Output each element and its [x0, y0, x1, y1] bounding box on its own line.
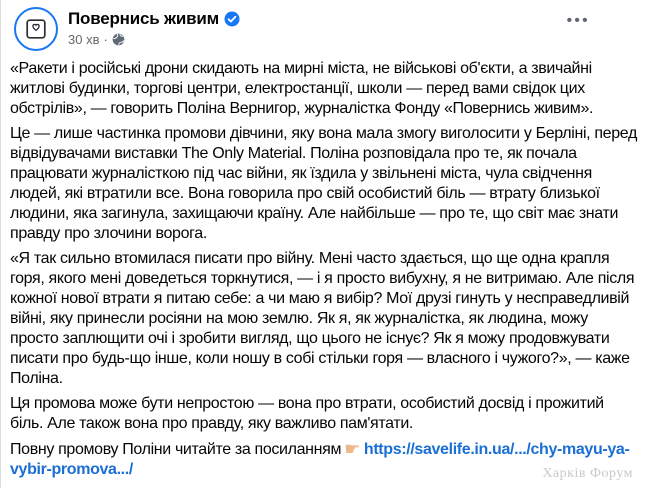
- avatar[interactable]: [14, 7, 58, 51]
- post-text-line: житлові будинки, торгові центри, електростанції, школи — перед вами свідок цих: [10, 80, 585, 97]
- more-options-button[interactable]: •••: [566, 12, 590, 29]
- post-text-line: біль. Але також вона про правду, яку важливо пам'ятати.: [10, 415, 414, 432]
- post-text-line: правду про злочини ворога.: [10, 225, 207, 242]
- meta-dot-separator: ·: [103, 32, 108, 47]
- name-row: [68, 8, 240, 29]
- cta-text: Повну промову Поліни читайте за посиланням: [10, 441, 342, 458]
- post-text-line: працювати журналісткою під час війни, як їздила у звільнені міста, чула свідчення: [10, 165, 592, 182]
- post-text-line: Це — лише частинка промови дівчини, яку вона мала змогу виголосити у Берліні, перед: [10, 125, 637, 142]
- post-body-text: [1, 56, 649, 480]
- post-text-line: «Ракети і російські дрони скидають на мирні міста, не військові об'єкти, а звичайні: [10, 60, 592, 77]
- post-paragraph: [10, 394, 641, 434]
- post-paragraph: [10, 59, 641, 119]
- post-text-line: просто заплющити очі і зробити вигляд, що цього не існує? Як я можу продовжувати: [10, 330, 610, 347]
- post-text-line: кожної нової втрати я питаю себе: а чи маю я вибір? Мої друзі гинуть у несправедливій: [10, 290, 630, 307]
- post-header: [1, 0, 649, 56]
- post-link-line: https://savelife.in.ua/.../chy-mayu-ya-: [363, 441, 630, 458]
- watermark: Харків Форум: [542, 466, 633, 481]
- shield-logo-icon: [24, 17, 48, 41]
- post-text-line: відвідувачами виставки The Only Material. Поліна розповідала про те, як почала: [10, 145, 577, 162]
- timestamp[interactable]: 30 хв: [68, 32, 100, 47]
- post-text-line: горя, якого мені доведеться торкнутися, — і я просто вибухну, я не витримаю. Але після: [10, 270, 635, 287]
- post-text-line: обстрілів», — говорить Поліна Вернигор, журналістка Фонду «Повернись живим».: [10, 100, 594, 117]
- post-text-line: війні, яку принесли росіяни на мою землю. Як я, як журналістка, як людина, можу: [10, 310, 588, 327]
- post-text-line: Ця промова може бути непростою — вона про втрати, особистий досвід і прожитий: [10, 395, 604, 412]
- header-text: [68, 7, 240, 48]
- post-text-line: Поліна.: [10, 370, 63, 387]
- post-text-line: людей, які втратили все. Вона говорила про свій особистий біль — втрату близької: [10, 185, 600, 202]
- pointing-finger-emoji: ☛: [344, 439, 360, 459]
- post-meta: [68, 31, 240, 48]
- page-name-link[interactable]: Повернись живим: [68, 9, 219, 28]
- post-text-line: «Я так сильно втомилася писати про війну. Мені часто здається, що ще одна крапля: [10, 250, 610, 267]
- verified-badge-icon: [224, 11, 240, 27]
- post-text-line: людини, яка загинула, захищаючи країну. Але найбільше — про те, що світ має знати: [10, 205, 619, 222]
- post-link-line: vybir-promova.../: [10, 461, 133, 478]
- post-text-line: писати про будь-що інше, коли ношу в собі стільки горя — власного і чужого?», — каже: [10, 350, 630, 367]
- public-globe-icon: [112, 33, 125, 46]
- post-paragraph: [10, 249, 641, 389]
- post-paragraph: [10, 124, 641, 244]
